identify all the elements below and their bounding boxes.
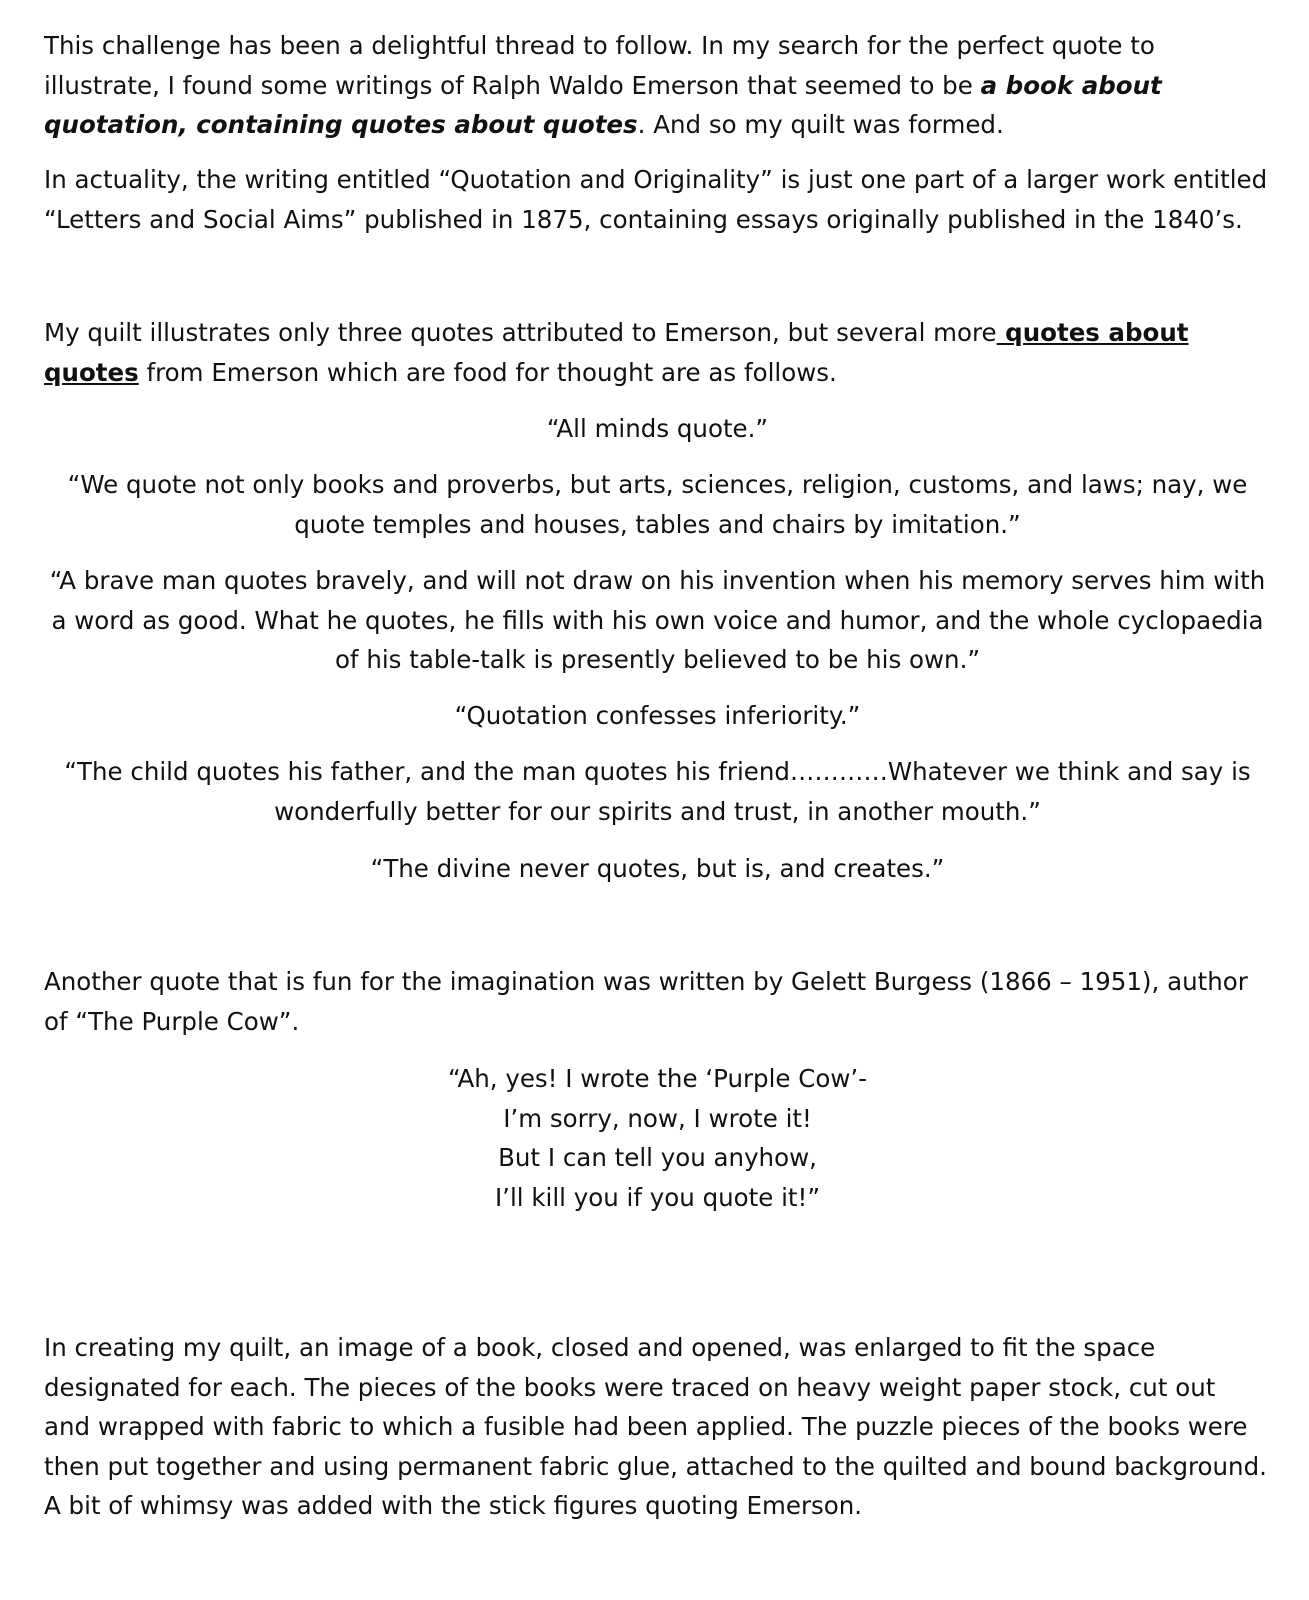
illustrates-text-end: from Emerson which are food for thought are as follows. — [138, 357, 837, 387]
emerson-quote-6: “The divine never quotes, but is, and creates.” — [370, 854, 945, 883]
intro-text-end: . And so my quilt was formed. — [637, 110, 1004, 139]
creating-paragraph: In creating my quilt, an image of a book, closed and opened, was enlarged to fit the space designated for each. The pieces of the books were traced on heavy weight paper stock, cut out and wrapped with fabric to which a fusible had been applied. The puzzle pieces of the books were then put together and using permanent fabric glue, attached to the quilted and bound background. A bit of whimsy was added with the stick figures quoting Emerson. — [44, 1333, 1267, 1520]
intro-emphasis: a book about quotation, containing quotes about quotes — [44, 70, 1162, 139]
emerson-quote-2: “We quote not only books and proverbs, but arts, sciences, religion, customs, and laws; nay, we quote temples and houses, tables and chairs by imitation.” — [67, 470, 1248, 539]
illustrates-paragraph — [44, 313, 1269, 392]
poem-line: I’ll kill you if you quote it!” — [494, 1182, 821, 1212]
poem-line: I’m sorry, now, I wrote it! — [503, 1103, 812, 1133]
emerson-quote-3: “A brave man quotes bravely, and will not draw on his invention when his memory serves him with a word as good. What he quotes, he fills with his own voice and humor, and the whole cyclopaedia of his table-talk is presently believed to be his own.” — [49, 566, 1266, 674]
emerson-quote-4: “Quotation confesses inferiority.” — [454, 701, 861, 730]
actuality-paragraph: In actuality, the writing entitled “Quotation and Originality” is just one part of a larger work entitled “Letters and Social Aims” published in 1875, containing essays originally published in the 1840’s. — [44, 165, 1268, 234]
emerson-quote-1: “All minds quote.” — [546, 414, 769, 443]
burgess-intro-paragraph: Another quote that is fun for the imagination was written by Gelett Burgess (1866 – 1951), author of “The Purple Cow”. — [44, 967, 1248, 1036]
intro-paragraph — [44, 26, 1269, 145]
purple-cow-poem — [40, 1059, 1275, 1217]
emerson-quote-5: “The child quotes his father, and the man quotes his friend…………Whatever we think and say is wonderfully better for our spirits and trust, in another mouth.” — [64, 757, 1251, 826]
illustrates-text: My quilt illustrates only three quotes attributed to Emerson, but several more — [44, 318, 997, 347]
quotes-about-quotes-link: quotes about quotes — [44, 318, 1189, 387]
intro-text: This challenge has been a delightful thread to follow. In my search for the perfect quote to illustrate, I found some writings of Ralph Waldo Emerson that seemed to be — [44, 31, 1155, 100]
poem-line: “Ah, yes! I wrote the ‘Purple Cow’- — [447, 1064, 868, 1093]
poem-line: But I can tell you anyhow, — [498, 1143, 817, 1172]
